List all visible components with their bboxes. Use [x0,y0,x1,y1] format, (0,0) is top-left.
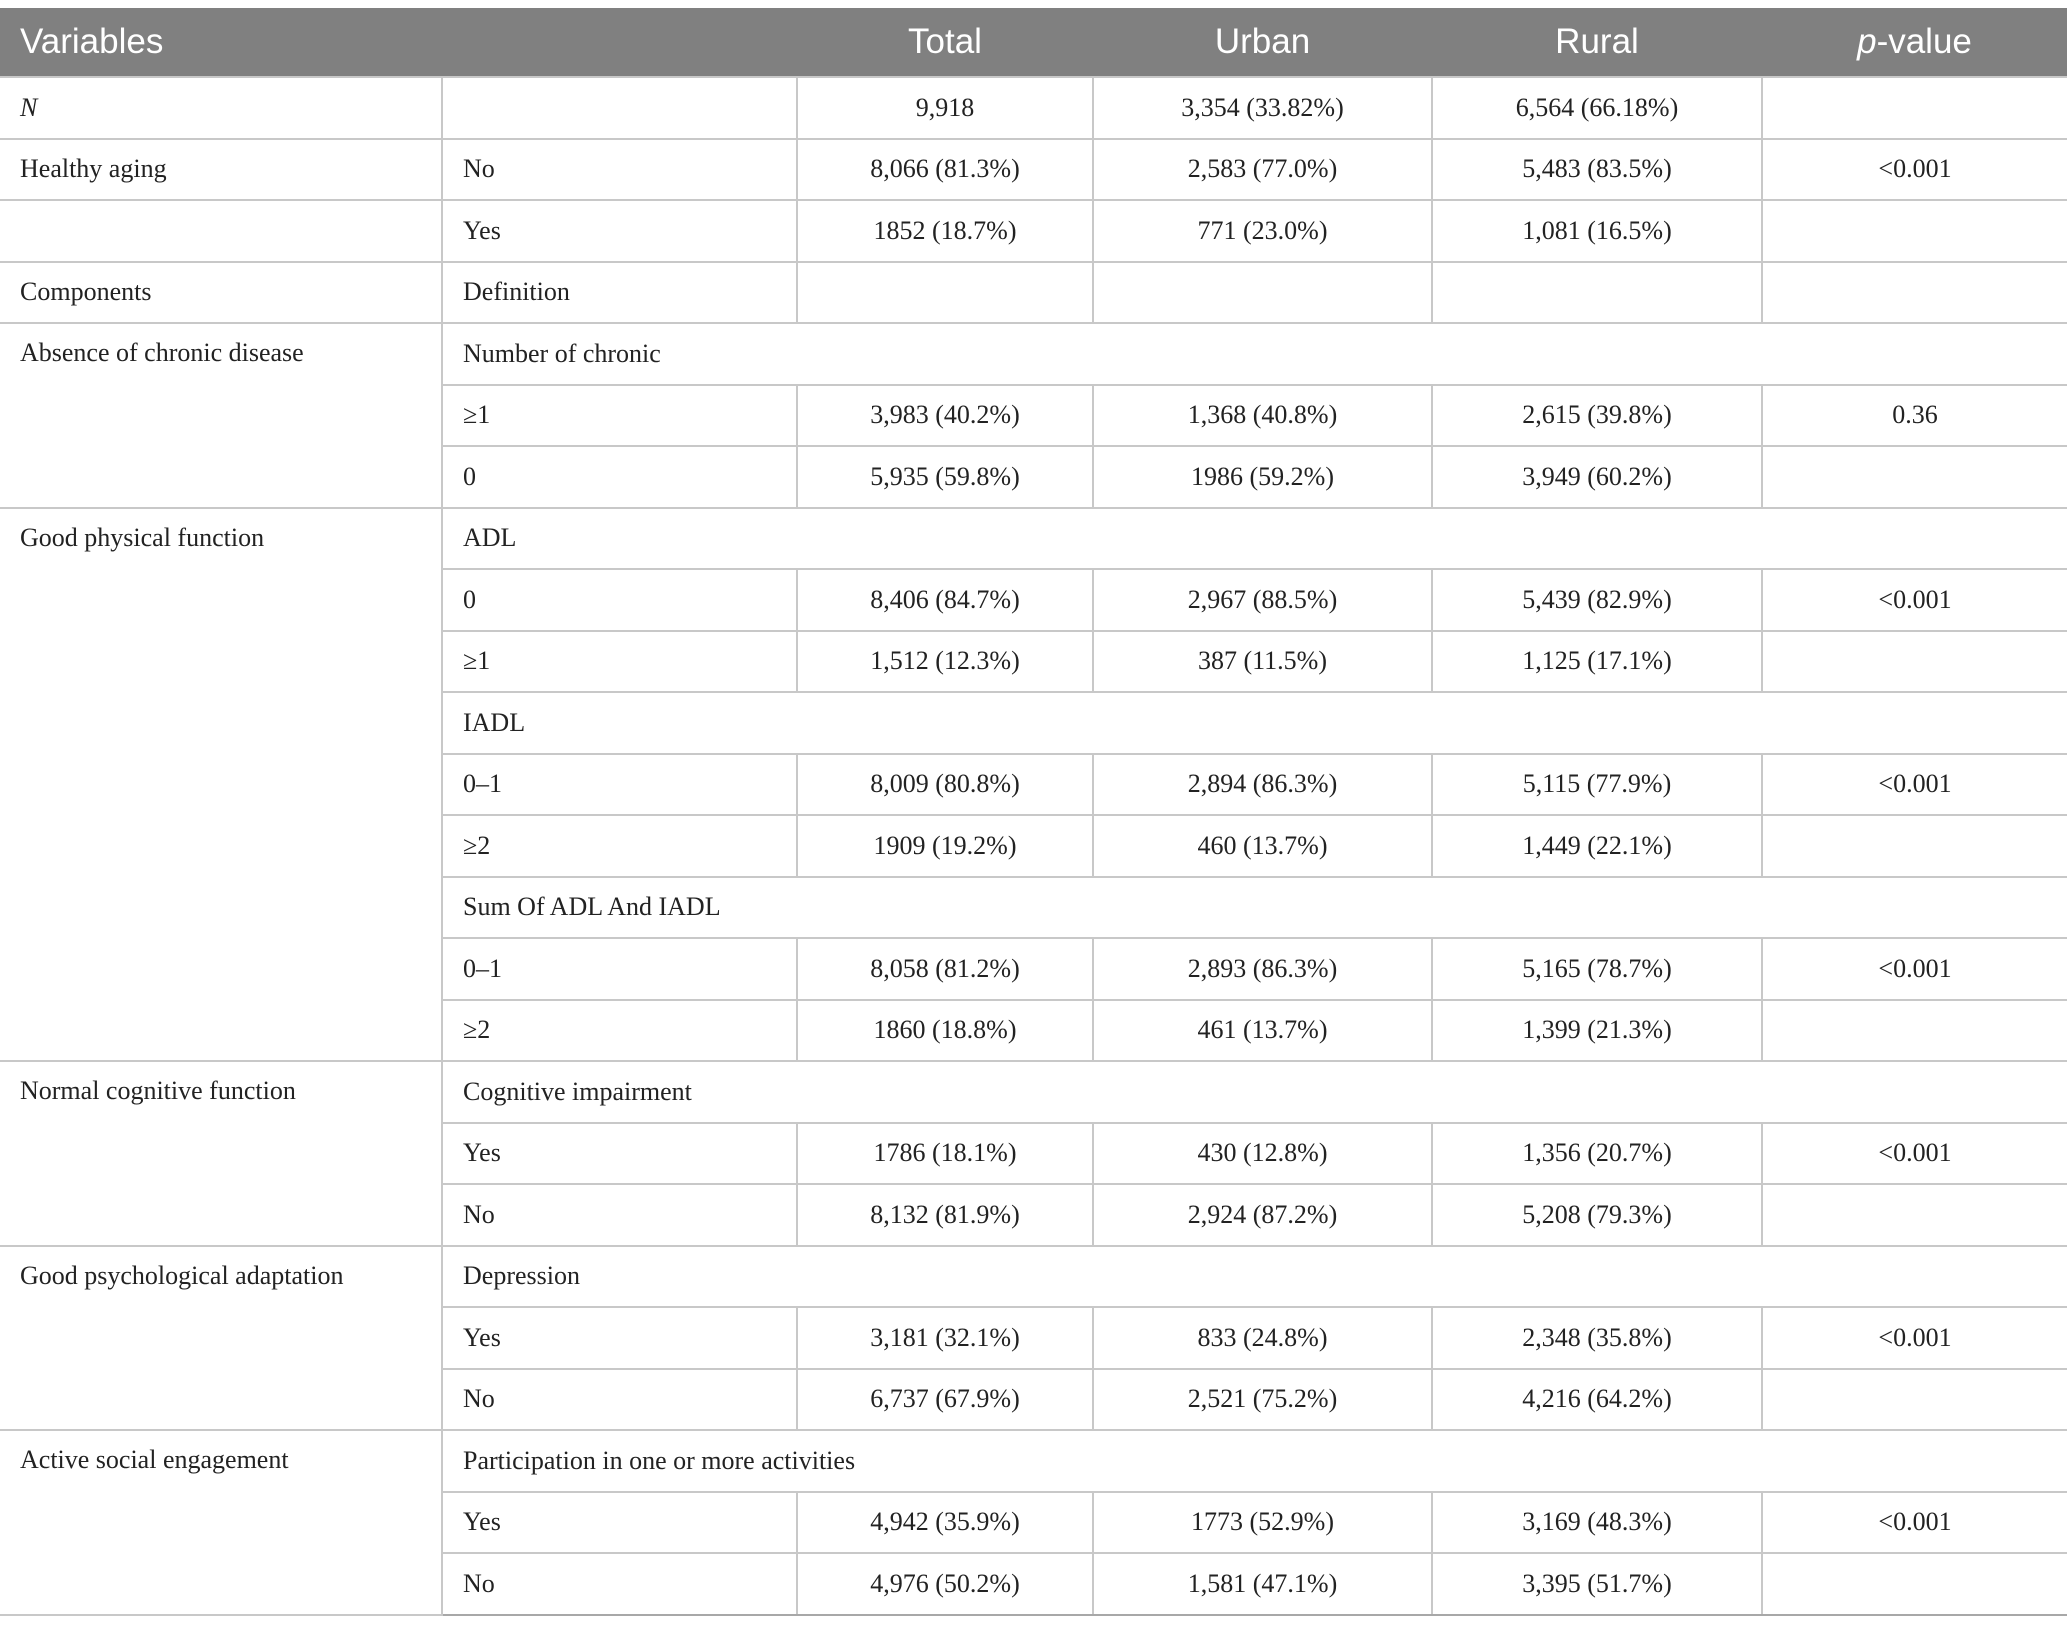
cell-category: 0 [442,569,797,631]
cell-rural: 4,216 (64.2%) [1432,1369,1762,1431]
cell-rural: 1,081 (16.5%) [1432,200,1762,262]
cell-rural: 5,483 (83.5%) [1432,139,1762,201]
cell-urban: 1773 (52.9%) [1093,1492,1432,1554]
cell-definition: IADL [442,692,2067,754]
cell-p: <0.001 [1762,569,2067,631]
cell-rural: 3,949 (60.2%) [1432,446,1762,508]
cell-definition: Definition [442,262,797,324]
cell-total: 1909 (19.2%) [797,815,1093,877]
cell-p [1762,1553,2067,1615]
cell-rural: 1,356 (20.7%) [1432,1123,1762,1185]
cell-total: 9,918 [797,77,1093,139]
cell-definition: Sum Of ADL And IADL [442,877,2067,939]
header-p-italic: p [1857,22,1877,61]
cell-urban: 2,521 (75.2%) [1093,1369,1432,1431]
cell-p: <0.001 [1762,1307,2067,1369]
cell-rural: 2,348 (35.8%) [1432,1307,1762,1369]
cell-empty [1093,262,1432,324]
cell-p: <0.001 [1762,139,2067,201]
cell-category: 0–1 [442,938,797,1000]
cell-total: 8,066 (81.3%) [797,139,1093,201]
cell-rural: 5,115 (77.9%) [1432,754,1762,816]
cell-definition: Number of chronic [442,323,2067,385]
cell-p: <0.001 [1762,1123,2067,1185]
table-row [0,262,2067,324]
cell-definition: Participation in one or more activities [442,1430,2067,1492]
cell-p: <0.001 [1762,1492,2067,1554]
cell-category: ≥1 [442,385,797,447]
cell-total: 4,976 (50.2%) [797,1553,1093,1615]
cell-urban: 2,924 (87.2%) [1093,1184,1432,1246]
cell-definition: Depression [442,1246,2067,1308]
cell-urban: 1,581 (47.1%) [1093,1553,1432,1615]
row-label-physical-function: Good physical function [0,508,442,1062]
cell-category: ≥1 [442,631,797,693]
cell-urban: 2,583 (77.0%) [1093,139,1432,201]
table-row [0,1246,2067,1308]
cell-total: 8,132 (81.9%) [797,1184,1093,1246]
row-label-chronic-disease: Absence of chronic disease [0,323,442,508]
cell-rural: 3,169 (48.3%) [1432,1492,1762,1554]
cell-urban: 3,354 (33.82%) [1093,77,1432,139]
cell-category: No [442,1553,797,1615]
cell-category: Yes [442,1307,797,1369]
cell-empty [797,262,1093,324]
row-label-n: N [0,77,442,139]
cell-category: ≥2 [442,1000,797,1062]
cell-p [1762,77,2067,139]
cell-urban: 2,967 (88.5%) [1093,569,1432,631]
cell-total: 8,009 (80.8%) [797,754,1093,816]
cell-category: No [442,139,797,201]
cell-category: Yes [442,200,797,262]
cell-total: 4,942 (35.9%) [797,1492,1093,1554]
cell-definition: ADL [442,508,2067,570]
cell-urban: 461 (13.7%) [1093,1000,1432,1062]
header-row [0,8,2067,77]
cell-total: 1860 (18.8%) [797,1000,1093,1062]
cell-rural: 1,449 (22.1%) [1432,815,1762,877]
header-p-value [1762,8,2067,77]
cell-urban: 771 (23.0%) [1093,200,1432,262]
cell-urban: 387 (11.5%) [1093,631,1432,693]
table-row [0,200,2067,262]
cell-urban: 430 (12.8%) [1093,1123,1432,1185]
cell-urban: 1986 (59.2%) [1093,446,1432,508]
cell-rural: 1,125 (17.1%) [1432,631,1762,693]
cell-empty [1432,262,1762,324]
cell-category: 0–1 [442,754,797,816]
table-row [0,139,2067,201]
cell-category: ≥2 [442,815,797,877]
cell-total: 1786 (18.1%) [797,1123,1093,1185]
cell-total: 1,512 (12.3%) [797,631,1093,693]
cell-p: <0.001 [1762,938,2067,1000]
cell-rural: 5,165 (78.7%) [1432,938,1762,1000]
cell-definition: Cognitive impairment [442,1061,2067,1123]
cell-total: 5,935 (59.8%) [797,446,1093,508]
table-row [0,323,2067,385]
cell-category: No [442,1184,797,1246]
cell-p: <0.001 [1762,754,2067,816]
table-header [0,8,2067,77]
cell-p [1762,1184,2067,1246]
characteristics-table [0,8,2067,1616]
table-row [0,1061,2067,1123]
cell-rural: 5,208 (79.3%) [1432,1184,1762,1246]
cell-p: 0.36 [1762,385,2067,447]
cell-rural: 5,439 (82.9%) [1432,569,1762,631]
cell-empty [1762,262,2067,324]
header-p-suffix: -value [1876,22,1972,61]
cell-total: 1852 (18.7%) [797,200,1093,262]
cell-total: 8,058 (81.2%) [797,938,1093,1000]
cell-category: 0 [442,446,797,508]
row-label-healthy-aging: Healthy aging [0,139,442,201]
cell-rural: 6,564 (66.18%) [1432,77,1762,139]
cell-p [1762,446,2067,508]
table-row [0,77,2067,139]
cell-category: Yes [442,1123,797,1185]
cell-total: 3,181 (32.1%) [797,1307,1093,1369]
cell-p [1762,200,2067,262]
row-label-components: Components [0,262,442,324]
cell-rural: 1,399 (21.3%) [1432,1000,1762,1062]
header-blank [442,8,797,77]
cell-total: 6,737 (67.9%) [797,1369,1093,1431]
header-total: Total [908,22,982,61]
cell-total: 3,983 (40.2%) [797,385,1093,447]
cell-empty [0,200,442,262]
cell-urban: 833 (24.8%) [1093,1307,1432,1369]
cell-urban: 2,893 (86.3%) [1093,938,1432,1000]
table-row [0,1430,2067,1492]
row-label-social-engagement: Active social engagement [0,1430,442,1615]
cell-empty [442,77,797,139]
cell-urban: 460 (13.7%) [1093,815,1432,877]
cell-rural: 2,615 (39.8%) [1432,385,1762,447]
cell-category: Yes [442,1492,797,1554]
cell-p [1762,1000,2067,1062]
cell-p [1762,631,2067,693]
cell-urban: 2,894 (86.3%) [1093,754,1432,816]
row-label-cognitive-function: Normal cognitive function [0,1061,442,1246]
table-row [0,508,2067,570]
header-urban: Urban [1214,22,1311,61]
cell-total: 8,406 (84.7%) [797,569,1093,631]
cell-p [1762,815,2067,877]
header-variables: Variables [20,22,164,61]
table-body [0,77,2067,1615]
cell-category: No [442,1369,797,1431]
cell-rural: 3,395 (51.7%) [1432,1553,1762,1615]
header-rural: Rural [1555,22,1639,61]
cell-p [1762,1369,2067,1431]
cell-urban: 1,368 (40.8%) [1093,385,1432,447]
row-label-psychological-adaptation: Good psychological adaptation [0,1246,442,1431]
